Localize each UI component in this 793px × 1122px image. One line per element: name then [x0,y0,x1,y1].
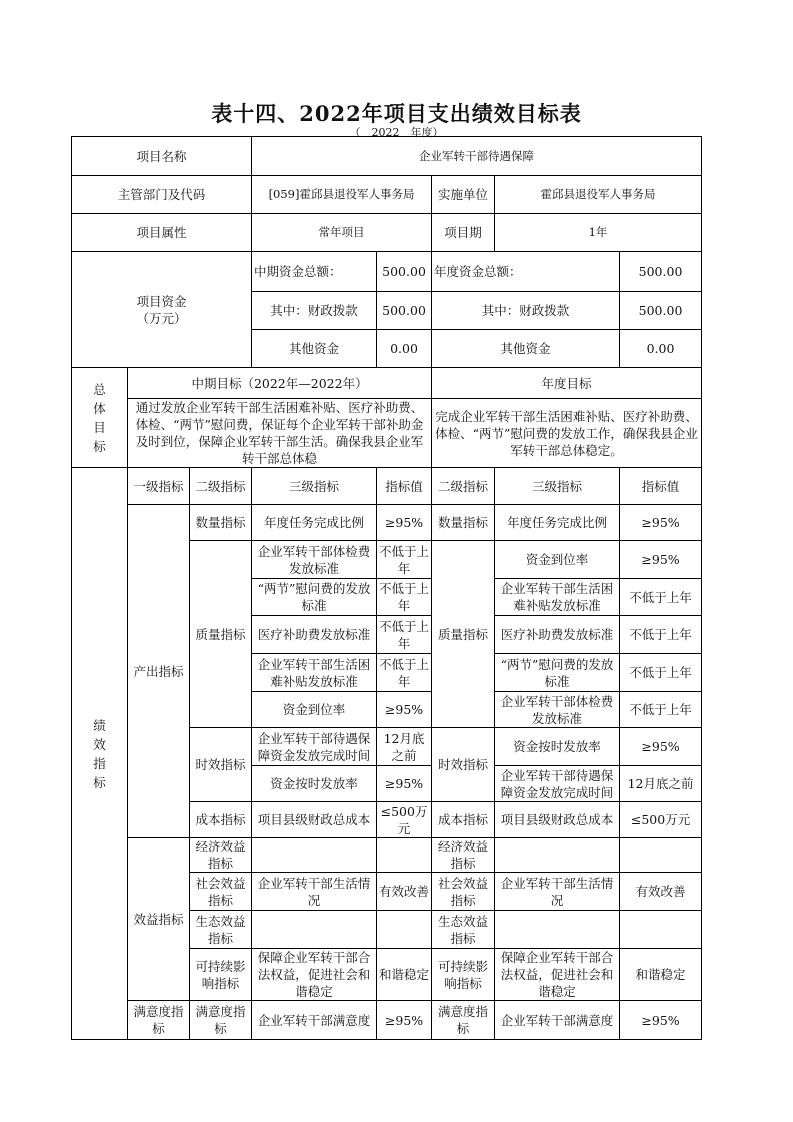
year-goal-text: 完成企业军转干部生活困难补贴、医疗补助费、体检、“两节”慰问费的发放工作，确保我县企业军转干部总体稳定。 [432,399,702,468]
mid-econ-value [377,838,432,873]
mid-q3-l3: 医疗补助费发放标准 [252,616,377,654]
fund-row-total [72,252,702,292]
mid-q4-value: 不低于上年 [377,654,432,692]
satis-row [72,1001,702,1040]
mid-cost-value: ≤500万元 [377,802,432,838]
social-label: 社会效益指标 [190,873,252,911]
mid-social-value: 有效改善 [377,873,432,911]
year-cost-value: ≤500万元 [620,802,702,838]
satis-l2-label: 满意度指标 [190,1001,252,1040]
year-fiscal-label: 其中：财政拨款 [432,292,620,330]
year-cost-label: 成本指标 [432,802,495,838]
year-q1-value: ≥95% [620,541,702,579]
year-subtitle: （ 2022 年度） [349,126,444,139]
year-econ-label: 经济效益指标 [432,838,495,873]
mid-eco-value [377,911,432,949]
year-q2-l3: 企业军转干部生活困难补贴发放标准 [495,579,620,616]
mid-q5-l3: 资金到位率 [252,692,377,728]
header-level2: 二级指标 [190,468,252,505]
mid-cost-l3: 项目县级财政总成本 [252,802,377,838]
year-fiscal-value: 500.00 [620,292,702,330]
mid-q2-l3: “两节”慰问费的发放标准 [252,579,377,616]
mid-t1-value: 12月底之前 [377,728,432,766]
mid-econ-l3 [252,838,377,873]
mid-total-value: 500.00 [377,252,432,292]
year-q3-l3: 医疗补助费发放标准 [495,616,620,654]
project-name-row [72,137,702,176]
goal-header-row [72,368,702,399]
mid-goal-text: 通过发放企业军转干部生活困难补贴、医疗补助费、体检、“两节”慰问费，保证每个企业军转干部补助金及时到位，保障企业军转干部生活。确保我县企业军转干部总体稳 [128,399,432,468]
perf-label-text: 绩效指标 [93,717,106,790]
year-quantity-l3: 年度任务完成比例 [495,505,620,541]
quantity-row [72,505,702,541]
year-q5-l3: 企业军转干部体检费发放标准 [495,692,620,728]
year-quantity-label: 数量指标 [432,505,495,541]
mid-t2-l3: 资金按时发放率 [252,766,377,802]
perf-header-row [72,468,702,505]
year-q4-l3: “两节”慰问费的发放标准 [495,654,620,692]
impl-value: 霍邱县退役军人事务局 [495,176,702,214]
year-eco-l3 [495,911,620,949]
performance-table [71,136,702,1040]
year-social-value: 有效改善 [620,873,702,911]
mid-social-l3: 企业军转干部生活情况 [252,873,377,911]
year-social-l3: 企业军转干部生活情况 [495,873,620,911]
year-eco-label: 生态效益指标 [432,911,495,949]
mid-fiscal-label: 其中：财政拨款 [252,292,377,330]
fund-label-unit: （万元） [136,310,187,326]
page-title: 表十四、2022年项目支出绩效目标表 [211,101,582,126]
year-other-value: 0.00 [620,330,702,368]
mid-sustain-l3: 保障企业军转干部合法权益，促进社会和谐稳定 [252,949,377,1001]
mid-eco-l3 [252,911,377,949]
year-satis-value: ≥95% [620,1001,702,1040]
fund-label-main: 项目资金 [136,293,187,309]
mid-quantity-value: ≥95% [377,505,432,541]
mid-other-label: 其他资金 [252,330,377,368]
attr-value: 常年项目 [252,214,432,252]
mid-satis-l3: 企业军转干部满意度 [252,1001,377,1040]
header-level3: 三级指标 [252,468,377,505]
quality-label: 质量指标 [190,541,252,728]
year-sustain-value: 和谐稳定 [620,949,702,1001]
year-t2-value: 12月底之前 [620,766,702,802]
year-quality-label: 质量指标 [432,541,495,728]
timely-label: 时效指标 [190,728,252,802]
period-label: 项目期 [432,214,495,252]
output-label: 产出指标 [128,505,190,838]
year-econ-value [620,838,702,873]
mid-goal-header: 中期目标（2022年—2022年） [128,368,432,399]
mid-fiscal-value: 500.00 [377,292,432,330]
period-value: 1年 [495,214,702,252]
perf-label [72,468,128,1040]
year-t1-l3: 资金按时发放率 [495,728,620,766]
year-eco-value [620,911,702,949]
goal-text-row [72,399,702,468]
project-name-label: 项目名称 [72,137,252,176]
mid-q1-l3: 企业军转干部体检费发放标准 [252,541,377,579]
header-value-year: 指标值 [620,468,702,505]
goal-label [72,368,128,468]
impl-label: 实施单位 [432,176,495,214]
mid-q2-value: 不低于上年 [377,579,432,616]
satis-l1-label: 满意度指标 [128,1001,190,1040]
mid-quantity-l3: 年度任务完成比例 [252,505,377,541]
econ-row [72,838,702,873]
year-cost-l3: 项目县级财政总成本 [495,802,620,838]
mid-other-value: 0.00 [377,330,432,368]
goal-label-text: 总体目标 [93,381,106,454]
year-sustain-label: 可持续影响指标 [432,949,495,1001]
mid-satis-value: ≥95% [377,1001,432,1040]
header-level1: 一级指标 [128,468,190,505]
header-value: 指标值 [377,468,432,505]
quantity-label: 数量指标 [190,505,252,541]
year-satis-l3: 企业军转干部满意度 [495,1001,620,1040]
header-level3-year: 三级指标 [495,468,620,505]
header-level2-year: 二级指标 [432,468,495,505]
project-name-value: 企业军转干部待遇保障 [252,137,702,176]
year-sustain-l3: 保障企业军转干部合法权益，促进社会和谐稳定 [495,949,620,1001]
cost-label: 成本指标 [190,802,252,838]
attr-label: 项目属性 [72,214,252,252]
year-t1-value: ≥95% [620,728,702,766]
benefit-label: 效益指标 [128,838,190,1001]
year-social-label: 社会效益指标 [432,873,495,911]
econ-label: 经济效益指标 [190,838,252,873]
mid-total-label: 中期资金总额： [252,252,377,292]
dept-label: 主管部门及代码 [72,176,252,214]
year-other-label: 其他资金 [432,330,620,368]
mid-q4-l3: 企业军转干部生活困难补贴发放标准 [252,654,377,692]
year-q5-value: 不低于上年 [620,692,702,728]
mid-q1-value: 不低于上年 [377,541,432,579]
year-q4-value: 不低于上年 [620,654,702,692]
mid-t2-value: ≥95% [377,766,432,802]
year-q1-l3: 资金到位率 [495,541,620,579]
year-total-label: 年度资金总额： [432,252,620,292]
attr-row [72,214,702,252]
year-econ-l3 [495,838,620,873]
dept-row [72,176,702,214]
year-satis-label: 满意度指标 [432,1001,495,1040]
year-goal-header: 年度目标 [432,368,702,399]
mid-sustain-value: 和谐稳定 [377,949,432,1001]
dept-value: [059]霍邱县退役军人事务局 [252,176,432,214]
year-total-value: 500.00 [620,252,702,292]
year-q3-value: 不低于上年 [620,616,702,654]
fund-label [72,252,252,368]
year-quantity-value: ≥95% [620,505,702,541]
eco-label: 生态效益指标 [190,911,252,949]
year-timely-label: 时效指标 [432,728,495,802]
year-q2-value: 不低于上年 [620,579,702,616]
year-t2-l3: 企业军转干部待遇保障资金发放完成时间 [495,766,620,802]
sustain-label: 可持续影响指标 [190,949,252,1001]
mid-q3-value: 不低于上年 [377,616,432,654]
mid-t1-l3: 企业军转干部待遇保障资金发放完成时间 [252,728,377,766]
mid-q5-value: ≥95% [377,692,432,728]
